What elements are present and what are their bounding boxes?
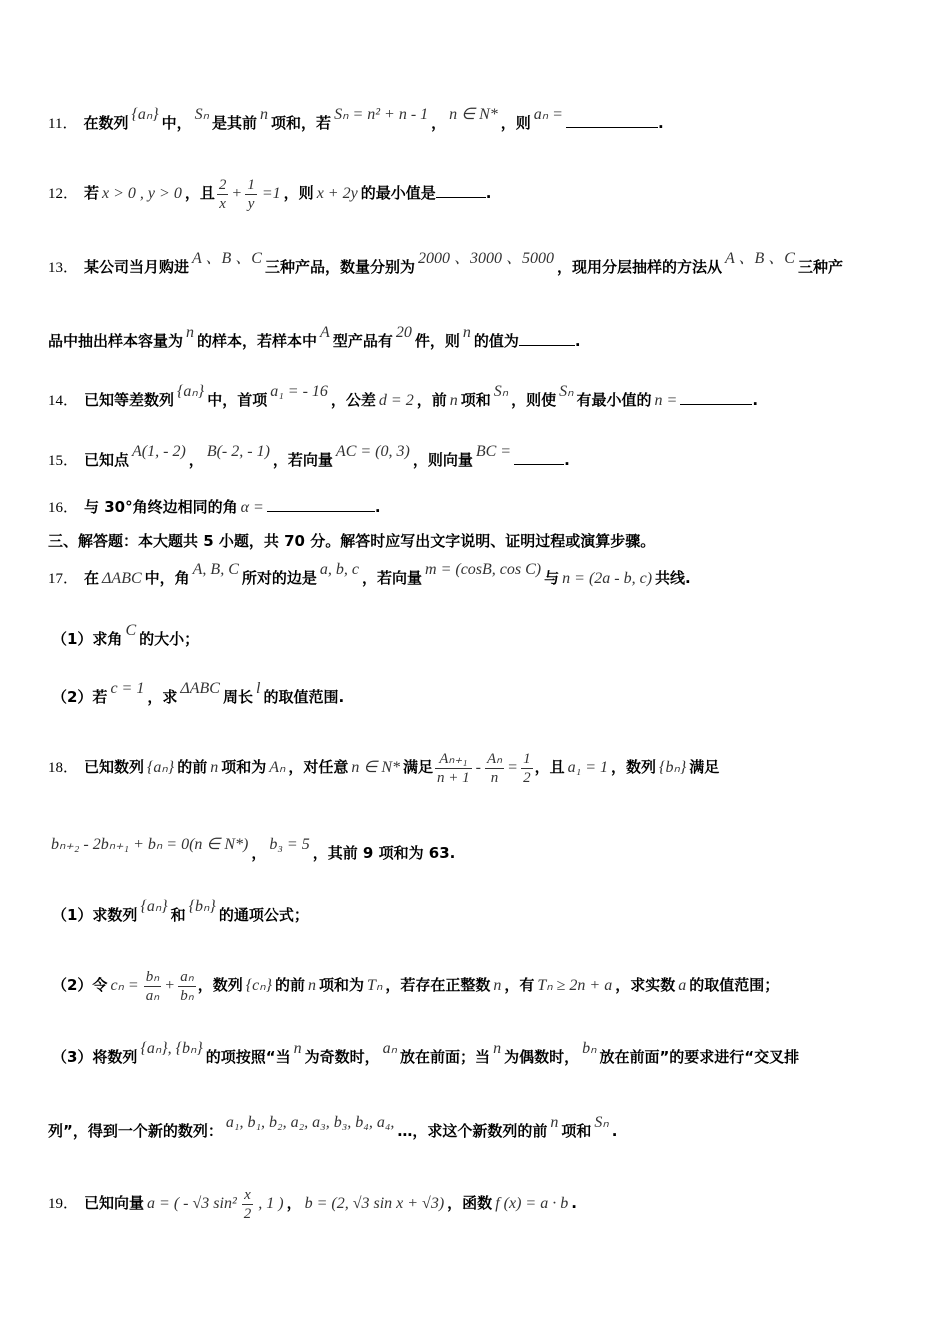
- fraction: $\frac{2}{x}$: [218, 176, 227, 212]
- q19: 19． 已知向量 a = ( - √3 sin² $\frac{x}{2}$ , 1 ) ， b = (2, √3 sin x + √3) ，函数 f (x) = a · b .: [48, 1186, 577, 1222]
- answer-blank[interactable]: [519, 329, 575, 346]
- q17: 17． 在 ΔABC 中，角 A, B, C 所对的边是 a, b, c ，若向量 m = (cosB, cos C) 与 n = (2a - b, c) 共线.: [48, 561, 691, 587]
- q13-line2: 品中抽出样本容量为 n 的样本，若样本中 A 型产品有 20 件，则 n 的值为 .: [48, 324, 581, 350]
- q18-line2: bₙ₊₂ - 2bₙ₊₁ + bₙ = 0(n ∈ N*) ， b₃ = 5 ，其前 9 项和为 63.: [51, 836, 456, 862]
- q13-line1: 13． 某公司当月购进 A 、B 、C 三种产品，数量分别为 2000 、3000 、5000 ，现用分层抽样的方法从 A 、B 、C 三种产: [48, 250, 843, 276]
- q18-part3-line1: （3）将数列 {aₙ}, {bₙ} 的项按照“当 n 为奇数时， aₙ 放在前面；当 n 为偶数时， bₙ 放在前面”的要求进行“交叉排: [52, 1040, 800, 1066]
- fraction: $\frac{\text{Aₙ}}{n}$: [486, 750, 503, 786]
- answer-blank[interactable]: [267, 495, 375, 512]
- fraction: $\frac{x}{2}$: [243, 1186, 252, 1222]
- q15: 15． 已知点 A(1, - 2) ， B(- 2, - 1) ，若向量 AC = (0, 3) ，则向量 BC = .: [48, 443, 570, 469]
- answer-blank[interactable]: [680, 388, 752, 405]
- q18-part1: （1）求数列 {aₙ} 和 {bₙ} 的通项公式；: [52, 898, 309, 924]
- answer-blank[interactable]: [514, 448, 564, 465]
- q11: 11． 在数列 {aₙ} 中， Sₙ 是其前 n 项和，若 Sₙ = n² + n - 1 ， n ∈ N* ，则 aₙ = .: [48, 106, 664, 132]
- q17-part1: （1）求角 C 的大小；: [52, 622, 200, 648]
- q16: 16． 与 30°角终边相同的角 α = .: [48, 494, 910, 521]
- fraction: $\frac{1}{y}$: [247, 176, 255, 212]
- answer-blank[interactable]: [436, 181, 486, 198]
- section-heading: 三、解答题：本大题共 5 小题，共 70 分。解答时应写出文字说明、证明过程或演算步骤。: [48, 532, 656, 550]
- q18-part2: （2）令 cₙ = $\frac{\text{bₙ}}{\text{aₙ}}$ + $\frac{\text{aₙ}}{\text{bₙ}}$ ，数列 {cₙ} 的前 n 项和为 Tₙ ，若存在正整数 n ，有 Tₙ ≥ 2n + a ，求实数 a 的取值范围；: [52, 968, 780, 1004]
- q18-part3-line2: 列”，得到一个新的数列： a₁, b₁, b₂, a₂, a₃, b₃, b₄, a₄, …，求这个新数列的前 n 项和 Sₙ .: [48, 1114, 618, 1140]
- fraction: $\frac{\text{aₙ}}{\text{bₙ}}$: [180, 968, 194, 1004]
- fraction: $\frac{\text{bₙ}}{\text{aₙ}}$: [145, 968, 160, 1004]
- fraction: $\frac{1}{2}$: [523, 750, 531, 786]
- q17-part2: （2）若 c = 1 ，求 ΔABC 周长 l 的取值范围.: [52, 680, 345, 706]
- fraction: $\frac{\text{Aₙ₊₁}}{n + 1}$: [437, 750, 470, 786]
- q18-line1: 18． 已知数列 {aₙ} 的前 n 项和为 Aₙ ，对任意 n ∈ N* 满足 $\frac{\text{Aₙ₊₁}}{n + 1}$ - $\frac{\text{Aₙ}}{n}$ = $\frac{1}{2}$ ，且 a₁ = 1 ，数列 {bₙ} 满足: [48, 750, 720, 786]
- q14: 14． 已知等差数列 {aₙ} 中，首项 a₁ = - 16 ，公差 d = 2 ，前 n 项和 Sₙ ，则使 Sₙ 有最小值的 n = .: [48, 383, 759, 409]
- q12: 12． 若 x > 0 , y > 0 ，且 $\frac{2}{x}$ + $\frac{1}{y}$ =1 ，则 x + 2y 的最小值是 .: [48, 176, 492, 212]
- answer-blank[interactable]: [566, 111, 658, 128]
